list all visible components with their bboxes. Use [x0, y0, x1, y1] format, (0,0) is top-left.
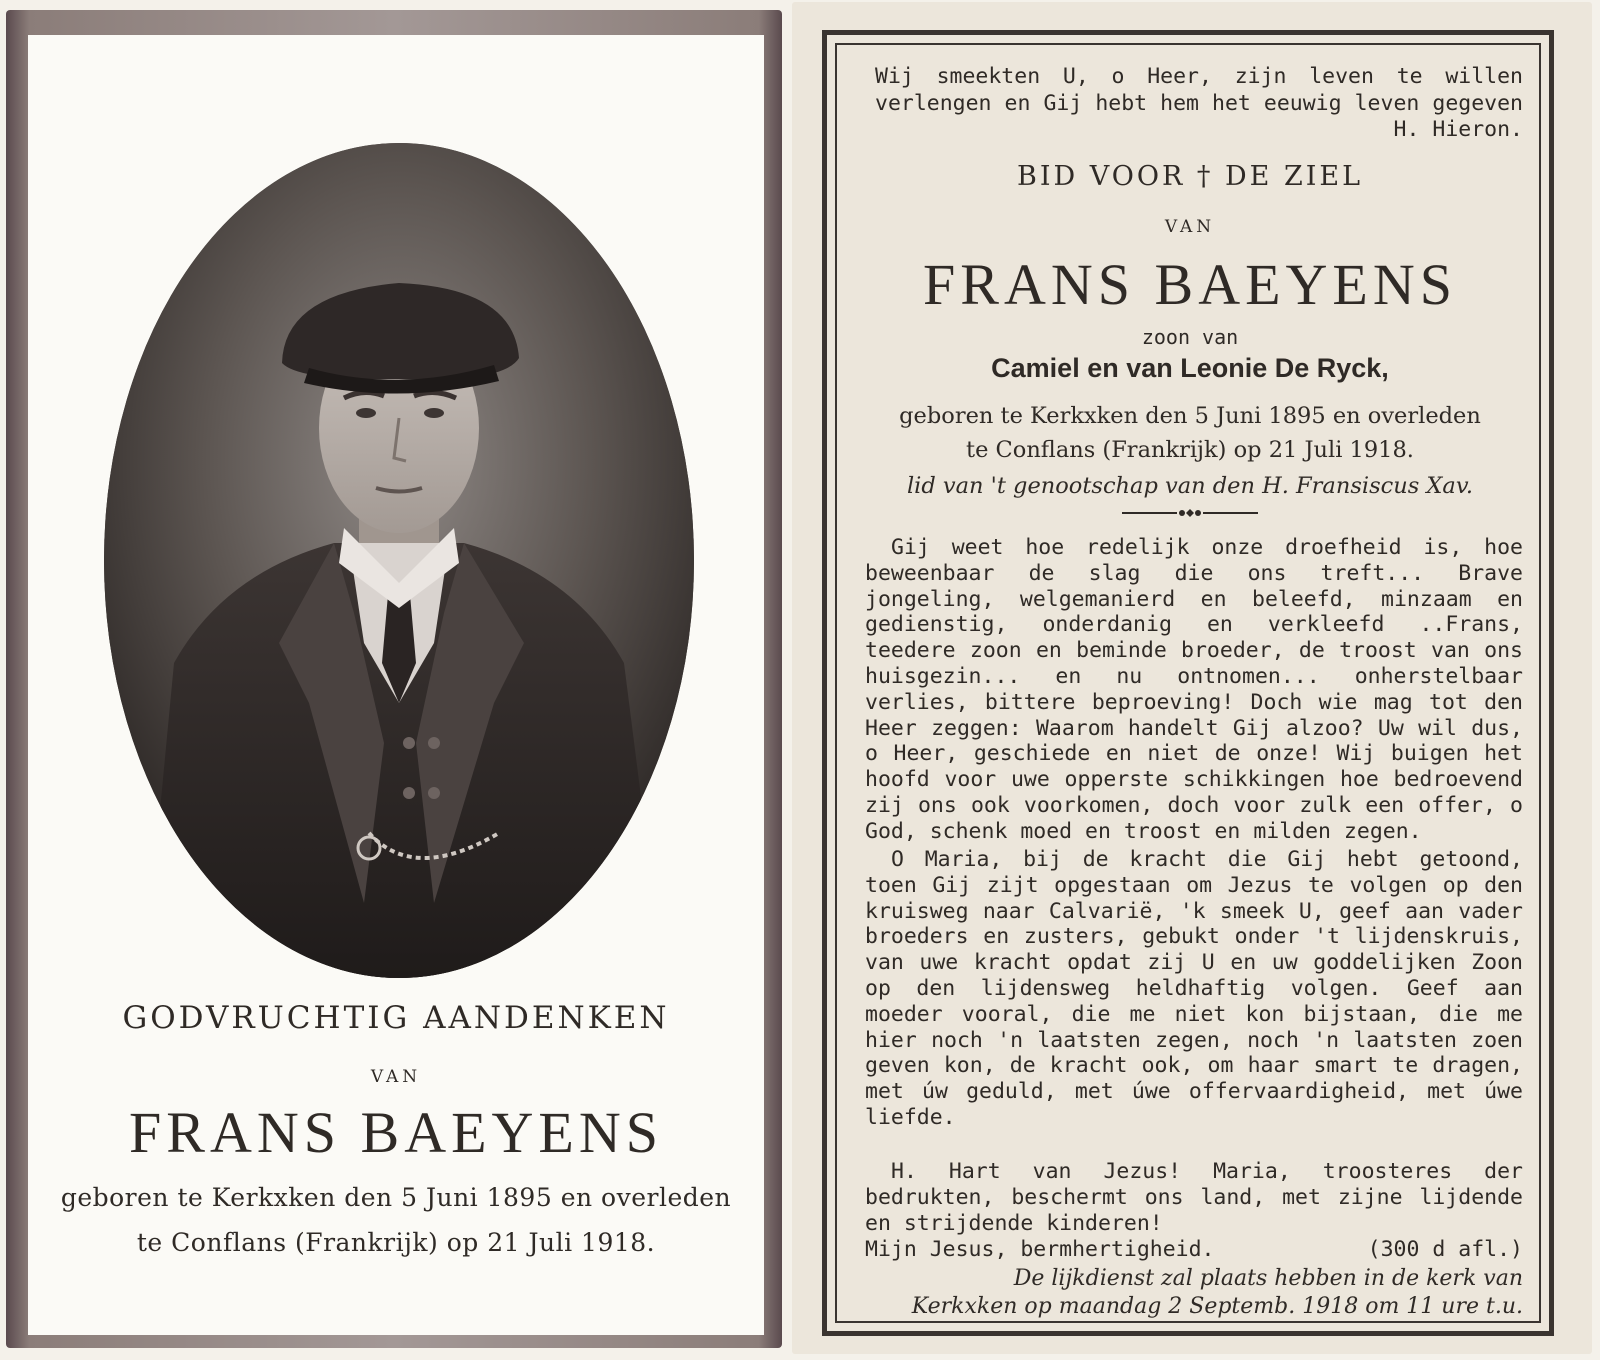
text-frame-inner	[835, 43, 1541, 1323]
death-place-line: te Conflans (Frankrijk) op 21 Juli 1918.	[136, 1228, 656, 1257]
portrait-photo	[104, 143, 694, 978]
prayer-heading: BID VOOR † DE ZIEL	[1016, 161, 1364, 192]
van-label: VAN	[370, 1067, 422, 1087]
left-card-inner	[28, 35, 764, 1335]
sacred-heart-paragraph	[865, 1159, 1523, 1236]
indulgence-note: (300 d afl.)	[1367, 1237, 1523, 1262]
scripture-quote: Wij smeekten U, o Heer, zijn leven te willen verlengen en Gij hebt hem het eeuwig leven gegeven	[875, 64, 1523, 116]
closing-prayer-text: Mijn Jesus, bermhertigheid.	[865, 1237, 1215, 1262]
portrait-drawing	[104, 143, 694, 978]
left-card	[6, 10, 782, 1348]
birth-death-line: geboren te Kerkxken den 5 Juni 1895 en overleden	[60, 1183, 732, 1212]
funeral-service-line2: Kerkxken op maandag 2 Septemb. 1918 om 11 ure t.u.	[911, 1294, 1523, 1319]
eulogy-text: Gij weet hoe redelijk onze droefheid is, hoe beweenbaar de slag die ons treft... Brave jongeling, welgemanierd en beleefd, minzaam en gedienstig, onderdanig en verkleefd ..Frans, teedere zoon en beminde broeder, de troost van ons huisgezin... en nu ontnomen... onherstelbaar verlies, bittere beproeving! Doch wie mag tot den Heer zeggen: Waarom handelt Gij alzoo? Uw wil dus, o Heer, geschiede en niet de onze! Wij buigen het hoofd voor uwe opperste schikkingen hoe bedroevend zij ons ook voorkomen, doch voor zulk een offer, o God, schenk moed en troost en milden zegen.	[865, 535, 1523, 844]
maria-prayer-text: O Maria, bij de kracht die Gij hebt getoond, toen Gij zijt opgestaan om Jezus te volgen op den kruisweg naar Calvarië, 'k smeek U, geef aan vader broeders en zusters, gebukt onder 't lijdenskruis, van uwe kracht opdat zij U en uw goddelijken Zoon op den lijdensweg heldhaftig volgen. Geef aan moeder vooral, die me niet kon bijstaan, die me hier noch 'n laatsten zegen, noch 'n laatsten zoen geven kon, de kracht ook, om haar smart te dragen, met úw geduld, met úwe offervaardigheid, met úwe liefde.	[865, 847, 1523, 1130]
sacred-heart-text: H. Hart van Jezus! Maria, troosteres der bedrukten, beschermt ons land, met zijne lijdende en strijdende kinderen!	[865, 1159, 1523, 1236]
quote-source: H. Hieron.	[1393, 117, 1523, 142]
maria-prayer-paragraph	[865, 847, 1523, 1131]
memorial-heading: GODVRUCHTIG AANDENKEN	[122, 1000, 670, 1036]
van-label: VAN	[1164, 217, 1216, 237]
right-card	[792, 2, 1592, 1354]
eulogy-paragraph	[865, 535, 1523, 845]
funeral-service-line1: De lijkdienst zal plaats hebben in de kerk van	[1013, 1266, 1523, 1291]
society-membership: lid van 't genootschap van den H. Fransiscus Xav.	[906, 473, 1474, 499]
son-of-label: zoon van	[1141, 325, 1239, 349]
ornament-divider-icon	[837, 503, 1543, 523]
deceased-name: FRANS BAEYENS	[129, 1100, 663, 1165]
funeral-service-note	[865, 1265, 1523, 1321]
birth-death-line: geboren te Kerkxken den 5 Juni 1895 en overleden	[899, 403, 1481, 429]
deceased-name: FRANS BAEYENS	[923, 252, 1457, 317]
closing-prayer	[865, 1237, 1523, 1262]
parents-names: Camiel en van Leonie De Ryck,	[991, 353, 1389, 383]
text-frame	[822, 30, 1554, 1336]
death-place-line: te Conflans (Frankrijk) op 21 Juli 1918.	[966, 437, 1414, 463]
